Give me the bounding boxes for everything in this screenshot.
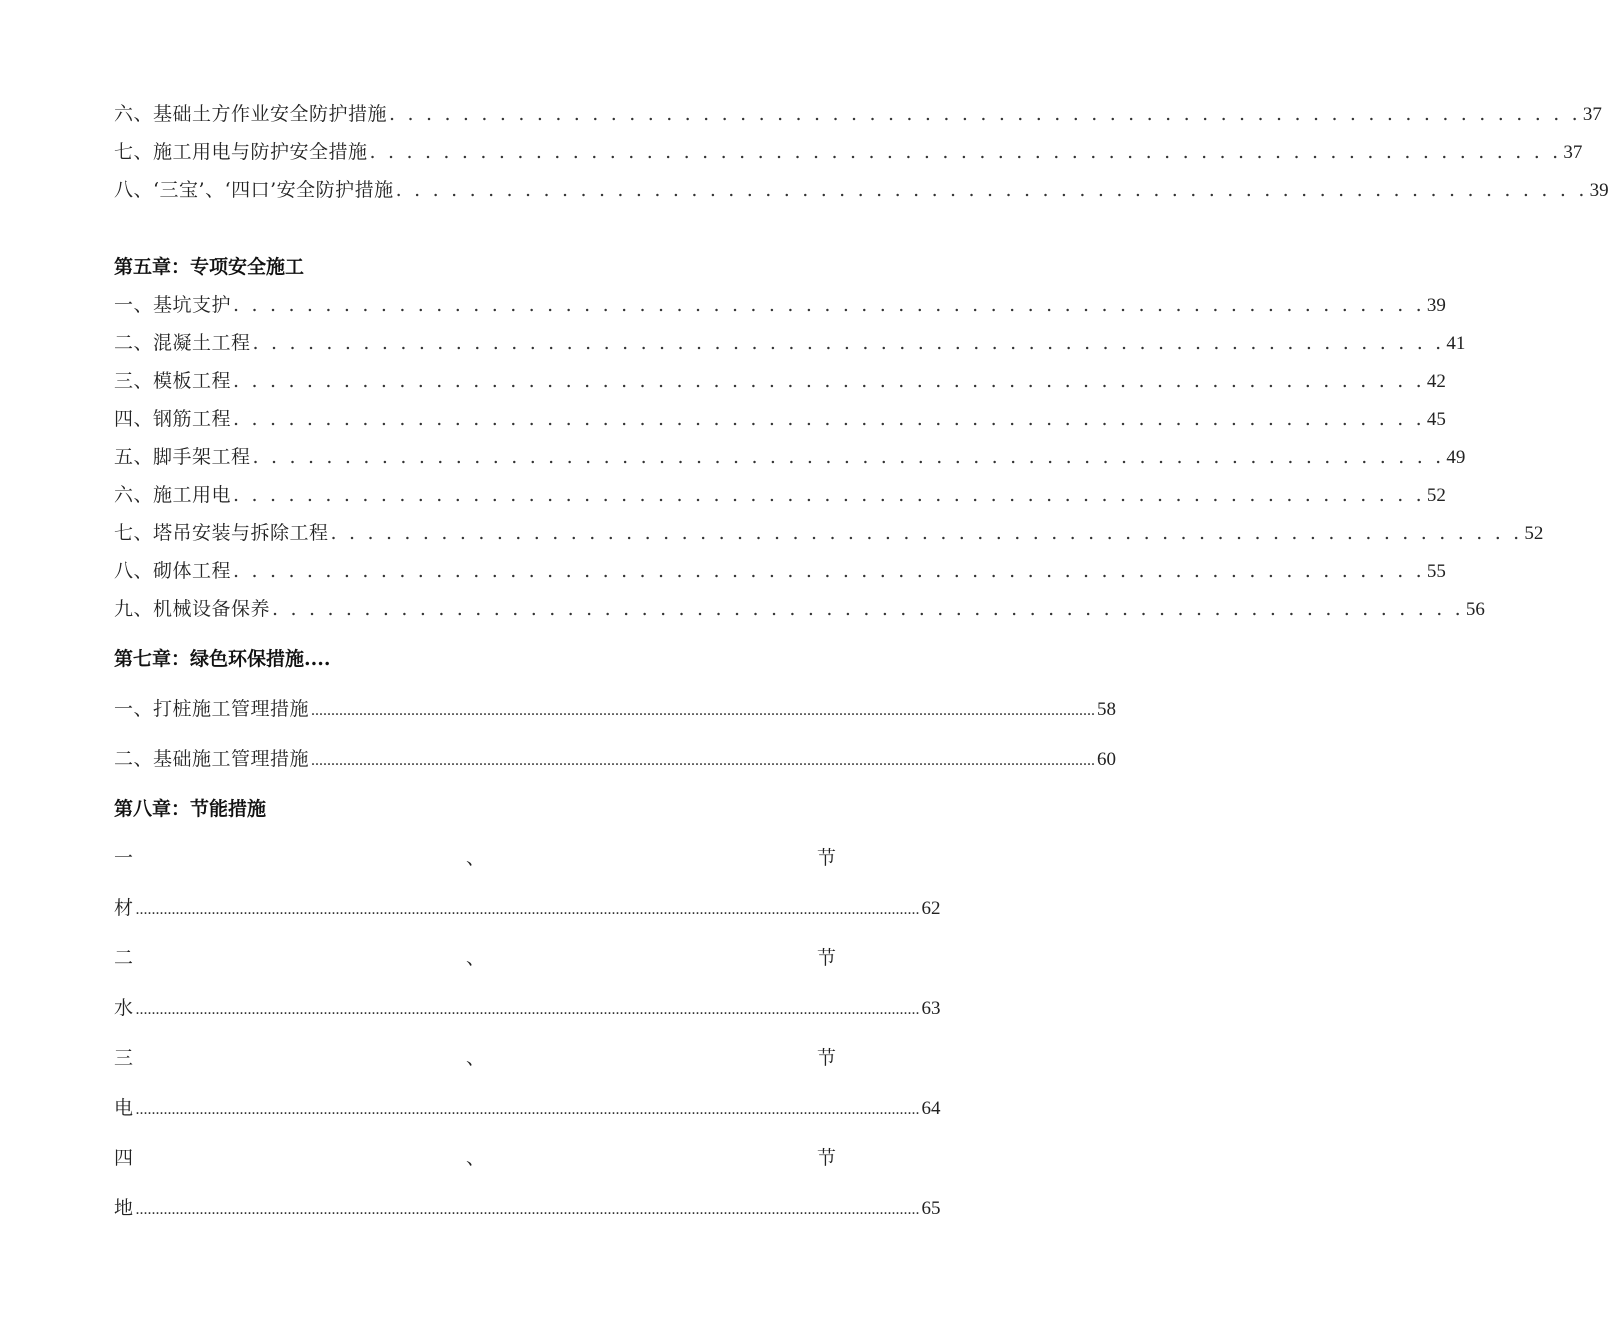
toc-page-number: 52: [1426, 485, 1446, 506]
toc-entry-number: 三: [114, 1047, 134, 1069]
toc-page-number: 37: [1563, 142, 1583, 163]
toc-page-number: 58: [1097, 699, 1117, 720]
toc-entry-label: 六、基础土方作业安全防护措施: [114, 103, 388, 125]
toc-entry-label: 一、基坑支护: [114, 294, 232, 316]
toc-entry-label: 七、施工用电与防护安全措施: [114, 141, 368, 163]
toc-entry[interactable]: [114, 746, 1117, 772]
toc-leader-dots: . . . . . . . . . . . . . . . . . . . . . . . . . . . . . . . . . . . . . . . . . . . . . . . . . . . . . . . . . . . . . . . . .: [272, 598, 1464, 620]
toc-entry[interactable]: [114, 558, 1446, 584]
toc-leader-dots: . . . . . . . . . . . . . . . . . . . . . . . . . . . . . . . . . . . . . . . . . . . . . . . . . . . . . . . . . . . . . . . . .: [233, 484, 1425, 506]
toc-leader-dots: ....................................................................................................................................................................................................: [311, 752, 1096, 769]
toc-leader-dots: ....................................................................................................................................................................................................: [135, 1201, 920, 1218]
toc-entry[interactable]: [114, 596, 1485, 622]
toc-entry-label-start: 节: [816, 1147, 836, 1169]
toc-leader-dots: ....................................................................................................................................................................................................: [135, 1001, 920, 1018]
toc-leader-dots: ....................................................................................................................................................................................................: [135, 1101, 920, 1118]
toc-entry-label: 九、机械设备保养: [114, 598, 271, 620]
toc-page-number: 64: [921, 1098, 941, 1119]
toc-entry[interactable]: [114, 895, 941, 921]
toc-page-number: 63: [921, 998, 941, 1019]
toc-page-number: 42: [1426, 371, 1446, 392]
chapter-heading[interactable]: 第七章：绿色环保措施....: [114, 648, 331, 670]
toc-entry-label-start: 节: [816, 1047, 836, 1069]
toc-entry-label: 水: [114, 997, 134, 1019]
toc-entry[interactable]: [114, 177, 1609, 203]
toc-entry-label-start: 节: [816, 947, 836, 969]
toc-entry-separator: 、: [466, 1047, 486, 1069]
toc-leader-dots: . . . . . . . . . . . . . . . . . . . . . . . . . . . . . . . . . . . . . . . . . . . . . . . . . . . . . . . . . . . . . . . . .: [252, 332, 1445, 354]
toc-leader-dots: ....................................................................................................................................................................................................: [135, 901, 920, 918]
toc-entry-label-start: 节: [816, 847, 836, 869]
toc-page-number: 49: [1446, 447, 1466, 468]
toc-page-number: 37: [1582, 104, 1602, 125]
toc-entry-label: 八、‘三宝’、‘四口’安全防护措施: [114, 179, 394, 201]
toc-entry[interactable]: [114, 406, 1446, 432]
toc-page-number: 41: [1446, 333, 1466, 354]
toc-entry-separator: 、: [466, 1147, 486, 1169]
toc-leader-dots: . . . . . . . . . . . . . . . . . . . . . . . . . . . . . . . . . . . . . . . . . . . . . . . . . . . . . . . . . . . . . . . . .: [233, 294, 1425, 316]
toc-entry-separator: 、: [466, 947, 486, 969]
toc-leader-dots: . . . . . . . . . . . . . . . . . . . . . . . . . . . . . . . . . . . . . . . . . . . . . . . . . . . . . . . . . . . . . . . . .: [395, 179, 1588, 201]
toc-page-number: 56: [1465, 599, 1485, 620]
toc-leader-dots: ....................................................................................................................................................................................................: [311, 702, 1096, 719]
toc-page-number: 39: [1426, 295, 1446, 316]
toc-entry[interactable]: [114, 368, 1446, 394]
chapter-heading[interactable]: 第八章：节能措施: [114, 798, 267, 820]
toc-entry-number: 一: [114, 847, 134, 869]
toc-page-number: 39: [1589, 180, 1609, 201]
toc-leader-dots: . . . . . . . . . . . . . . . . . . . . . . . . . . . . . . . . . . . . . . . . . . . . . . . . . . . . . . . . . . . . . . . . .: [369, 141, 1562, 163]
toc-entry-label: 六、施工用电: [114, 484, 232, 506]
toc-entry-label: 七、塔吊安装与拆除工程: [114, 522, 329, 544]
toc-entry[interactable]: [114, 1095, 941, 1121]
toc-entry-justified-line[interactable]: [114, 845, 836, 871]
toc-entry[interactable]: [114, 101, 1602, 127]
toc-leader-dots: . . . . . . . . . . . . . . . . . . . . . . . . . . . . . . . . . . . . . . . . . . . . . . . . . . . . . . . . . . . . . . . . .: [252, 446, 1445, 468]
toc-entry-label: 一、打桩施工管理措施: [114, 698, 310, 720]
toc-entry[interactable]: [114, 482, 1446, 508]
chapter-heading[interactable]: 第五章：专项安全施工: [114, 256, 305, 278]
toc-page-number: 60: [1097, 749, 1117, 770]
toc-entry-label: 八、砌体工程: [114, 560, 232, 582]
toc-entry-label: 二、基础施工管理措施: [114, 748, 310, 770]
toc-entry[interactable]: [114, 330, 1466, 356]
toc-page-number: 62: [921, 898, 941, 919]
toc-entry[interactable]: [114, 444, 1466, 470]
toc-entry-justified-line[interactable]: [114, 1045, 836, 1071]
toc-entry-separator: 、: [466, 847, 486, 869]
toc-entry-label: 材: [114, 897, 134, 919]
toc-leader-dots: . . . . . . . . . . . . . . . . . . . . . . . . . . . . . . . . . . . . . . . . . . . . . . . . . . . . . . . . . . . . . . . . .: [233, 560, 1425, 582]
toc-page-number: 65: [921, 1198, 941, 1219]
toc-entry-label: 地: [114, 1197, 134, 1219]
toc-leader-dots: . . . . . . . . . . . . . . . . . . . . . . . . . . . . . . . . . . . . . . . . . . . . . . . . . . . . . . . . . . . . . . . . .: [233, 408, 1425, 430]
toc-entry[interactable]: [114, 696, 1117, 722]
toc-page-number: 45: [1426, 409, 1446, 430]
toc-entry[interactable]: [114, 995, 941, 1021]
toc-entry-number: 二: [114, 947, 134, 969]
toc-entry[interactable]: [114, 520, 1544, 546]
toc-entry[interactable]: [114, 1195, 941, 1221]
toc-leader-dots: . . . . . . . . . . . . . . . . . . . . . . . . . . . . . . . . . . . . . . . . . . . . . . . . . . . . . . . . . . . . . . . . .: [389, 103, 1581, 125]
toc-entry-label: 二、混凝土工程: [114, 332, 251, 354]
toc-entry-number: 四: [114, 1147, 134, 1169]
toc-leader-dots: . . . . . . . . . . . . . . . . . . . . . . . . . . . . . . . . . . . . . . . . . . . . . . . . . . . . . . . . . . . . . . . . .: [233, 370, 1425, 392]
toc-page-number: 55: [1426, 561, 1446, 582]
toc-entry-justified-line[interactable]: [114, 1145, 836, 1171]
toc-entry-label: 四、钢筋工程: [114, 408, 232, 430]
toc-page-number: 52: [1524, 523, 1544, 544]
toc-entry-label: 三、模板工程: [114, 370, 232, 392]
toc-entry-label: 电: [114, 1097, 134, 1119]
toc-entry-justified-line[interactable]: [114, 945, 836, 971]
toc-entry[interactable]: [114, 139, 1583, 165]
toc-entry-label: 五、脚手架工程: [114, 446, 251, 468]
toc-entry[interactable]: [114, 292, 1446, 318]
toc-leader-dots: . . . . . . . . . . . . . . . . . . . . . . . . . . . . . . . . . . . . . . . . . . . . . . . . . . . . . . . . . . . . . . . . .: [330, 522, 1523, 544]
